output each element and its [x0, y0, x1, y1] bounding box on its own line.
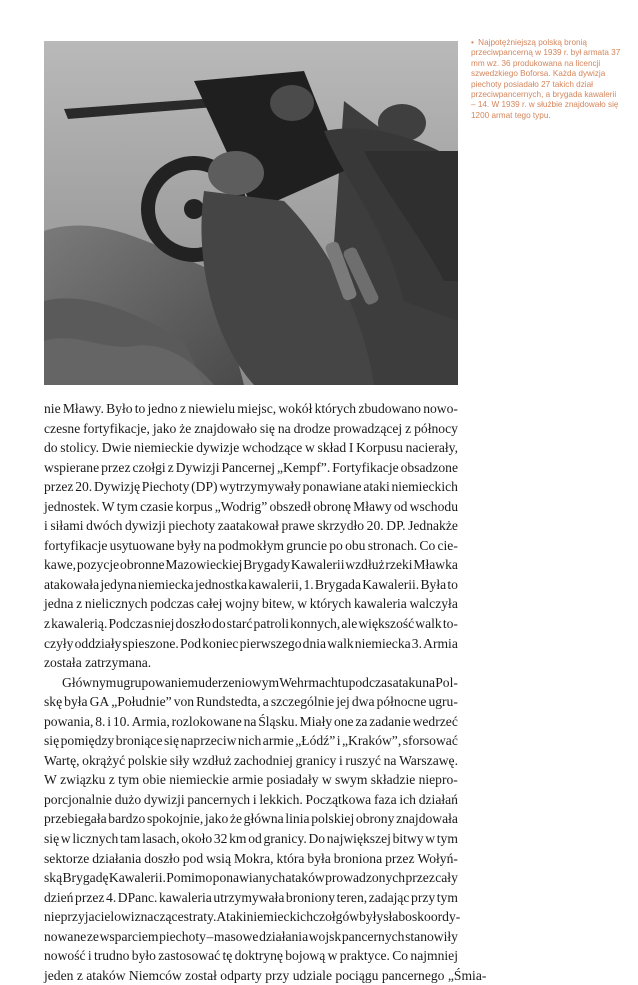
photo	[44, 41, 458, 385]
text-line: atakowała jedyna niemiecka jednostka kawalerii, 1. Brygada Kawalerii. Była to	[44, 576, 458, 592]
text-line: porcjonalnie dużo dywizji pancernych i lekkich. Początkowa faza ich działań	[44, 791, 458, 807]
text-line: jeden z ataków Niemców został odparty przy udziale pociągu pancernego „Śmia-	[44, 967, 487, 983]
caption-text: Najpotężniejszą polską bronią przeciwpancerną w 1939 r. był armata 37 mm wz. 36 produkowana na licencji szwedzkiego Boforsa. Każda dywizja piechoty posiadało 27 takich dział przeciwpancernych, a brygada kawalerii – 14. W 1939 r. w służbie znajdowało się 1200 armat tego typu.	[471, 38, 621, 120]
text-line: do stolicy. Dwie niemieckie dywizje wchodzące w skład I Korpusu nacierały,	[44, 440, 458, 456]
photo-icon	[44, 41, 458, 385]
text-line: czyły oddziały spieszone. Pod koniec pierwszego dnia walk niemiecka 3. Armia	[44, 635, 458, 651]
text-line: i siłami dwóch dywizji piechoty zaatakował prawe skrzydło 20. DP. Jednakże	[44, 518, 458, 534]
text-line: ską Brygadę Kawalerii. Pomimo ponawianych ataków prowadzonych przez cały	[44, 870, 458, 886]
text-line: skę była GA „Południe” von Rundstedta, a szczególnie jej dwa północne ugru-	[44, 694, 458, 710]
text-line: nie Mławy. Było to jedno z niewielu miejsc, wokół których zbudowano nowo-	[44, 401, 458, 416]
text-line: wspierane przez czołgi z Dywizji Pancernej „Kempf”. Fortyfikacje obsadzone	[44, 459, 458, 475]
text-line: nowane ze wsparciem piechoty – masowe działania wojsk pancernych stanowiły	[44, 928, 458, 944]
text-line: się pomiędzy broniące się naprzeciw nich armie „Łódź” i „Kraków”, sforsować	[44, 733, 458, 749]
text-line: czesne fortyfikacje, jako że znajdowało się na drodze prowadzącej z północy	[44, 420, 458, 436]
text-line: Głównym ugrupowaniem uderzeniowym Wehrmachtu podczas ataku na Pol-	[62, 674, 458, 690]
text-line: z kawalerią. Podczas niej doszło do starć patroli konnych, ale większość walk to-	[44, 616, 458, 632]
caption-bullet: •	[471, 38, 474, 47]
text-line: sektorze działania doszło pod wsią Mokra, która była broniona przez Wołyń-	[44, 850, 458, 866]
text-line: nieprzyjacielowi znaczące straty. Ataki niemieckich czołgów były słabo skoordy-	[44, 909, 461, 925]
text-line: Wartę, okrążyć polskie siły wzdłuż zachodniej granicy i ruszyć na Warszawę.	[44, 752, 458, 768]
text-line: jedna z nielicznych podczas całej wojny bitew, w których kawaleria walczyła	[44, 596, 458, 612]
text-line: W związku z tym obie niemieckie armie posiadały w swym składzie niepro-	[44, 772, 458, 788]
text-line: jednostek. W tym czasie korpus „Wodrig” obszedł obronę Mławy od wschodu	[44, 498, 458, 514]
text-line: dzień przez 4. DPanc. kawaleria utrzymywała broniony teren, zadając przy tym	[44, 889, 458, 905]
text-line: przebiegała bardzo spokojnie, jako że główna linia polskiej obrony znajdowała	[44, 811, 458, 827]
text-line: fortyfikacje usytuowane były na podmokłym gruncie po obu stronach. Co cie-	[44, 537, 458, 553]
text-line: przez 20. Dywizję Piechoty (DP) wytrzymywały ponawiane ataki niemieckich	[44, 479, 458, 495]
body-text	[44, 399, 487, 985]
text-line: się w licznych tam lasach, około 32 km od granicy. Do największej bitwy w tym	[44, 831, 458, 847]
text-line: została zatrzymana.	[44, 655, 152, 671]
text-line: powania, 8. i 10. Armia, rozlokowane na Śląsku. Miały one za zadanie wedrzeć	[44, 713, 458, 729]
photo-caption	[471, 38, 621, 121]
text-line: nowość i trudno było zastosować tę doktrynę bojową w praktyce. Co najmniej	[44, 948, 458, 964]
text-line: kawe, pozycje obronne Mazowieckiej Brygady Kawalerii wzdłuż rzeki Mławka	[44, 557, 458, 573]
